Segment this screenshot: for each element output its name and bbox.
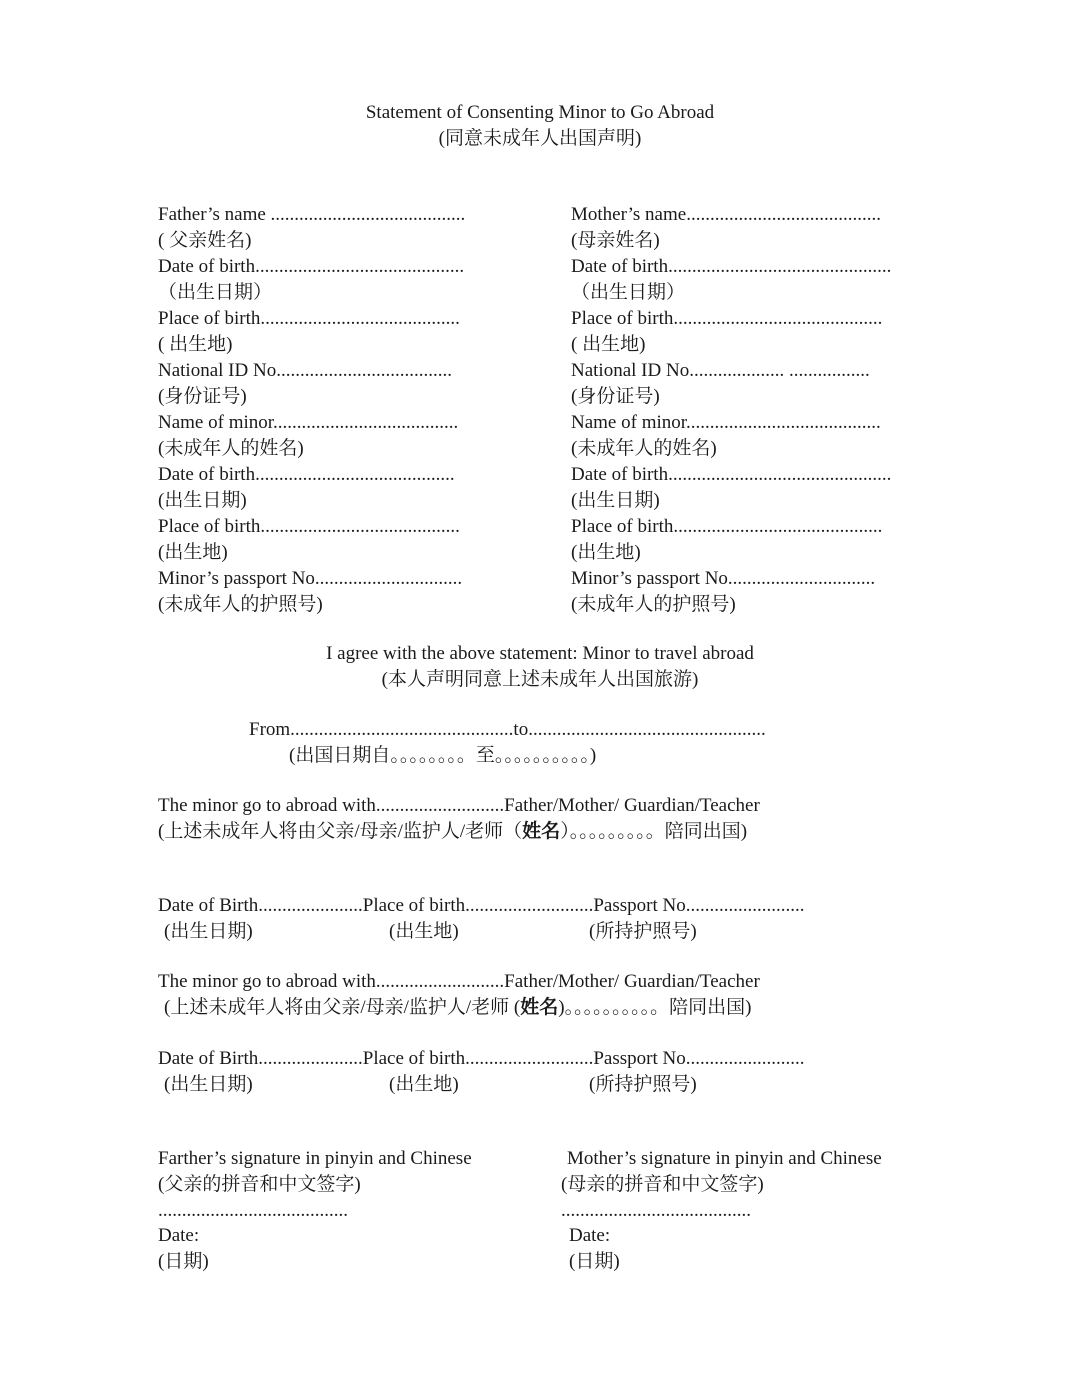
- father-pob-label-cn: ( 出生地): [158, 334, 233, 355]
- mother-signature-line[interactable]: ........................................: [561, 1200, 751, 1221]
- father-signature-label-cn: (父亲的拼音和中文签字): [158, 1174, 361, 1195]
- mother-name-field[interactable]: Mother’s name.........................................: [571, 204, 881, 225]
- father-minor-dob-label-cn: (出生日期): [158, 490, 247, 511]
- travel-period-field[interactable]: From...............................................to..................................................: [249, 719, 766, 740]
- father-signature-line[interactable]: ........................................: [158, 1200, 348, 1221]
- companion-1-label-cn-b: ）。。。。。。。。。陪同出国): [560, 821, 748, 842]
- mother-minor-name-label-cn: (未成年人的姓名): [571, 438, 717, 459]
- companion-1-label-cn-a: (上述未成年人将由父亲/母亲/监护人/老师（: [158, 821, 523, 842]
- mother-minor-passport-label-cn: (未成年人的护照号): [571, 594, 736, 615]
- father-date-field[interactable]: Date:: [158, 1225, 200, 1246]
- mother-minor-pob-field[interactable]: Place of birth............................................: [571, 516, 883, 537]
- mother-date-label-cn: (日期): [569, 1251, 620, 1272]
- father-signature-label: Farther’s signature in pinyin and Chinese: [158, 1148, 472, 1169]
- form-title-cn: (同意未成年人出国声明): [438, 128, 642, 149]
- mother-dob-field[interactable]: Date of birth...............................................: [571, 256, 892, 277]
- father-id-field[interactable]: National ID No.....................................: [158, 360, 452, 381]
- form-title: Statement of Consenting Minor to Go Abroad: [365, 102, 715, 123]
- companion-2-label-cn-b: )。。。。。。。。。。陪同出国): [558, 997, 752, 1018]
- mother-name-label-cn: (母亲姓名): [571, 230, 660, 251]
- mother-signature-label: Mother’s signature in pinyin and Chinese: [567, 1148, 882, 1169]
- companion-2-label-cn: [164, 995, 751, 1021]
- companion-1-pob-label-cn: (出生地): [389, 921, 459, 942]
- companion-2-dob-label-cn: (出生日期): [164, 1074, 253, 1095]
- mother-dob-label-cn: （出生日期）: [571, 282, 686, 303]
- agree-statement-cn: (本人声明同意上述未成年人出国旅游): [381, 669, 699, 690]
- father-date-label-cn: (日期): [158, 1251, 209, 1272]
- father-minor-passport-label-cn: (未成年人的护照号): [158, 594, 323, 615]
- mother-minor-passport-field[interactable]: Minor’s passport No...............................: [571, 568, 876, 589]
- mother-minor-name-field[interactable]: Name of minor.........................................: [571, 412, 881, 433]
- companion-1-label-cn: [158, 819, 747, 845]
- mother-pob-field[interactable]: Place of birth............................................: [571, 308, 883, 329]
- father-minor-pob-field[interactable]: Place of birth..........................................: [158, 516, 460, 537]
- mother-minor-dob-label-cn: (出生日期): [571, 490, 660, 511]
- father-id-label-cn: (身份证号): [158, 386, 247, 407]
- companion-2-details-field[interactable]: Date of Birth......................Place of birth...........................Passport No.........................: [158, 1048, 805, 1069]
- agree-statement: I agree with the above statement: Minor to travel abroad: [326, 643, 754, 664]
- companion-2-label-cn-a: (上述未成年人将由父亲/母亲/监护人/老师 (: [164, 997, 521, 1018]
- father-minor-passport-field[interactable]: Minor’s passport No...............................: [158, 568, 463, 589]
- father-dob-label-cn: （出生日期）: [158, 282, 273, 303]
- father-dob-field[interactable]: Date of birth............................................: [158, 256, 465, 277]
- companion-1-label-cn-name: 姓名: [522, 821, 561, 842]
- mother-date-field[interactable]: Date:: [569, 1225, 611, 1246]
- father-minor-name-field[interactable]: Name of minor.......................................: [158, 412, 459, 433]
- companion-1-passport-label-cn: (所持护照号): [589, 921, 697, 942]
- companion-1-details-field[interactable]: Date of Birth......................Place of birth...........................Passport No.........................: [158, 895, 805, 916]
- father-name-label-cn: ( 父亲姓名): [158, 230, 252, 251]
- companion-1-dob-label-cn: (出生日期): [164, 921, 253, 942]
- mother-pob-label-cn: ( 出生地): [571, 334, 646, 355]
- father-name-field[interactable]: Father’s name .........................................: [158, 204, 466, 225]
- father-minor-dob-field[interactable]: Date of birth..........................................: [158, 464, 455, 485]
- mother-signature-label-cn: (母亲的拼音和中文签字): [561, 1174, 764, 1195]
- companion-1-field[interactable]: The minor go to abroad with...........................Father/Mother/ Guardian/Teacher: [158, 795, 760, 816]
- companion-2-pob-label-cn: (出生地): [389, 1074, 459, 1095]
- mother-id-field[interactable]: National ID No.................... .................: [571, 360, 870, 381]
- mother-id-label-cn: (身份证号): [571, 386, 660, 407]
- father-minor-pob-label-cn: (出生地): [158, 542, 228, 563]
- companion-2-label-cn-name: 姓名: [520, 997, 559, 1018]
- mother-minor-dob-field[interactable]: Date of birth...............................................: [571, 464, 892, 485]
- companion-2-passport-label-cn: (所持护照号): [589, 1074, 697, 1095]
- father-minor-name-label-cn: (未成年人的姓名): [158, 438, 304, 459]
- mother-minor-pob-label-cn: (出生地): [571, 542, 641, 563]
- companion-2-field[interactable]: The minor go to abroad with...........................Father/Mother/ Guardian/Teacher: [158, 971, 760, 992]
- travel-period-label-cn: (出国日期自。。。。。。。。至。。。。。。。。。。): [289, 745, 597, 766]
- father-pob-field[interactable]: Place of birth..........................................: [158, 308, 460, 329]
